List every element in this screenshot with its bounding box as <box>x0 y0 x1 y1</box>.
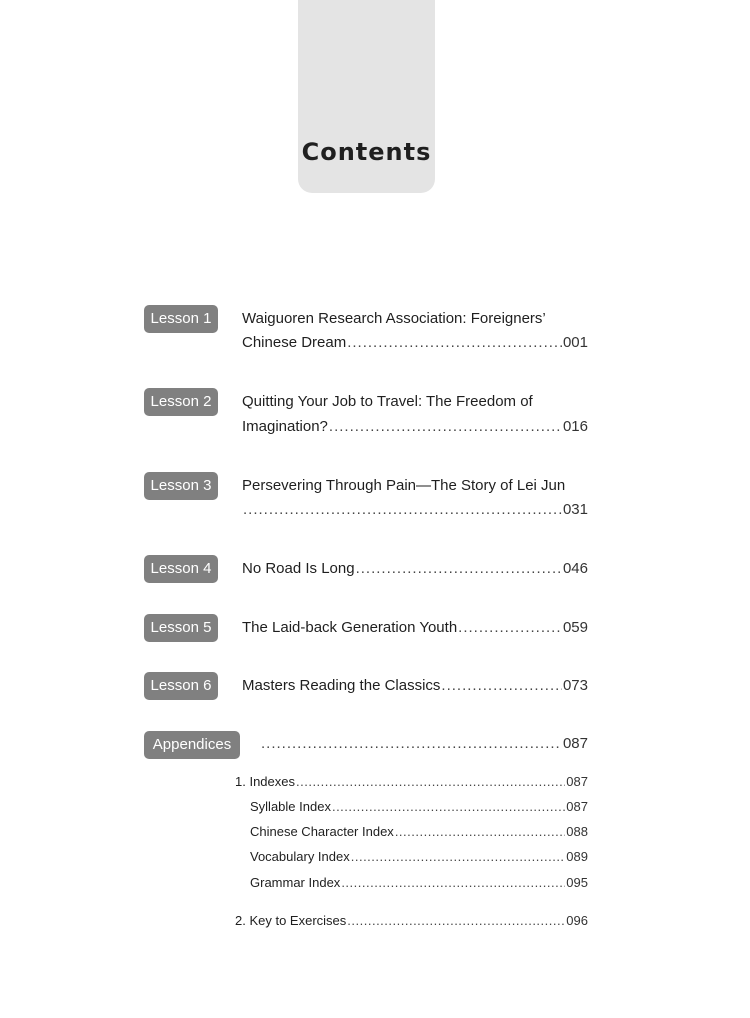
appendix-item-key-to-exercises[interactable] <box>235 912 588 930</box>
appendix-item-label: Syllable Index <box>250 799 331 814</box>
dot-leader <box>356 559 562 579</box>
dot-leader <box>261 734 562 754</box>
appendix-item-label: Grammar Index <box>250 875 341 890</box>
appendix-item-page: 096 <box>566 913 588 928</box>
lesson-2-entry[interactable] <box>242 417 588 437</box>
dot-leader <box>441 676 562 696</box>
dot-leader <box>458 618 562 638</box>
lesson-6-title: Masters Reading the Classics <box>242 677 441 694</box>
appendices-entry[interactable] <box>260 734 588 754</box>
lesson-1-page: 001 <box>562 334 588 351</box>
appendix-item-label: 1. Indexes <box>235 774 295 789</box>
dot-leader <box>296 773 565 791</box>
appendix-item-page: 095 <box>566 875 588 890</box>
lesson-4-badge: Lesson 4 <box>144 555 218 583</box>
lesson-5-title: The Laid-back Generation Youth <box>242 619 458 636</box>
lesson-4-page: 046 <box>562 560 588 577</box>
appendix-item-page: 089 <box>566 849 588 864</box>
appendix-item-grammar-index[interactable] <box>250 874 588 892</box>
lesson-2-page: 016 <box>562 418 588 435</box>
dot-leader <box>395 823 565 841</box>
lesson-4-title: No Road Is Long <box>242 560 355 577</box>
lesson-4-entry[interactable] <box>242 559 588 579</box>
lesson-6-badge: Lesson 6 <box>144 672 218 700</box>
lesson-6-page: 073 <box>562 677 588 694</box>
lesson-1-entry[interactable] <box>242 333 588 353</box>
lesson-3-title-line1[interactable]: Persevering Through Pain—The Story of Lei Jun <box>242 477 566 494</box>
lesson-3-badge: Lesson 3 <box>144 472 218 500</box>
lesson-5-badge: Lesson 5 <box>144 614 218 642</box>
appendix-item-page: 087 <box>566 799 588 814</box>
dot-leader <box>243 500 562 520</box>
lesson-6-entry[interactable] <box>242 676 588 696</box>
page-title: Contents <box>301 138 432 166</box>
appendix-item-indexes[interactable] <box>235 773 588 791</box>
dot-leader <box>341 874 565 892</box>
appendix-item-vocabulary-index[interactable] <box>250 848 588 866</box>
lesson-1-badge: Lesson 1 <box>144 305 218 333</box>
appendix-item-syllable-index[interactable] <box>250 798 588 816</box>
dot-leader <box>351 848 566 866</box>
appendix-item-page: 087 <box>566 774 588 789</box>
dot-leader <box>329 417 562 437</box>
appendix-item-label: Vocabulary Index <box>250 849 350 864</box>
dot-leader <box>347 912 565 930</box>
appendix-item-page: 088 <box>566 824 588 839</box>
appendix-item-label: Chinese Character Index <box>250 824 394 839</box>
lesson-3-page: 031 <box>562 501 588 518</box>
lesson-2-badge: Lesson 2 <box>144 388 218 416</box>
appendix-item-chinese-character-index[interactable] <box>250 823 588 841</box>
lesson-1-title-line2: Chinese Dream <box>242 334 347 351</box>
lesson-5-page: 059 <box>562 619 588 636</box>
lesson-2-title-line2: Imagination? <box>242 418 328 435</box>
lesson-5-entry[interactable] <box>242 618 588 638</box>
appendices-page: 087 <box>562 735 588 752</box>
lesson-3-entry[interactable] <box>242 500 588 520</box>
appendix-item-label: 2. Key to Exercises <box>235 913 347 928</box>
appendices-badge: Appendices <box>144 731 240 759</box>
dot-leader <box>332 798 565 816</box>
lesson-1-title-line1[interactable]: Waiguoren Research Association: Foreigners’ <box>242 310 546 327</box>
lesson-2-title-line1[interactable]: Quitting Your Job to Travel: The Freedom of <box>242 393 533 410</box>
dot-leader <box>347 333 562 353</box>
